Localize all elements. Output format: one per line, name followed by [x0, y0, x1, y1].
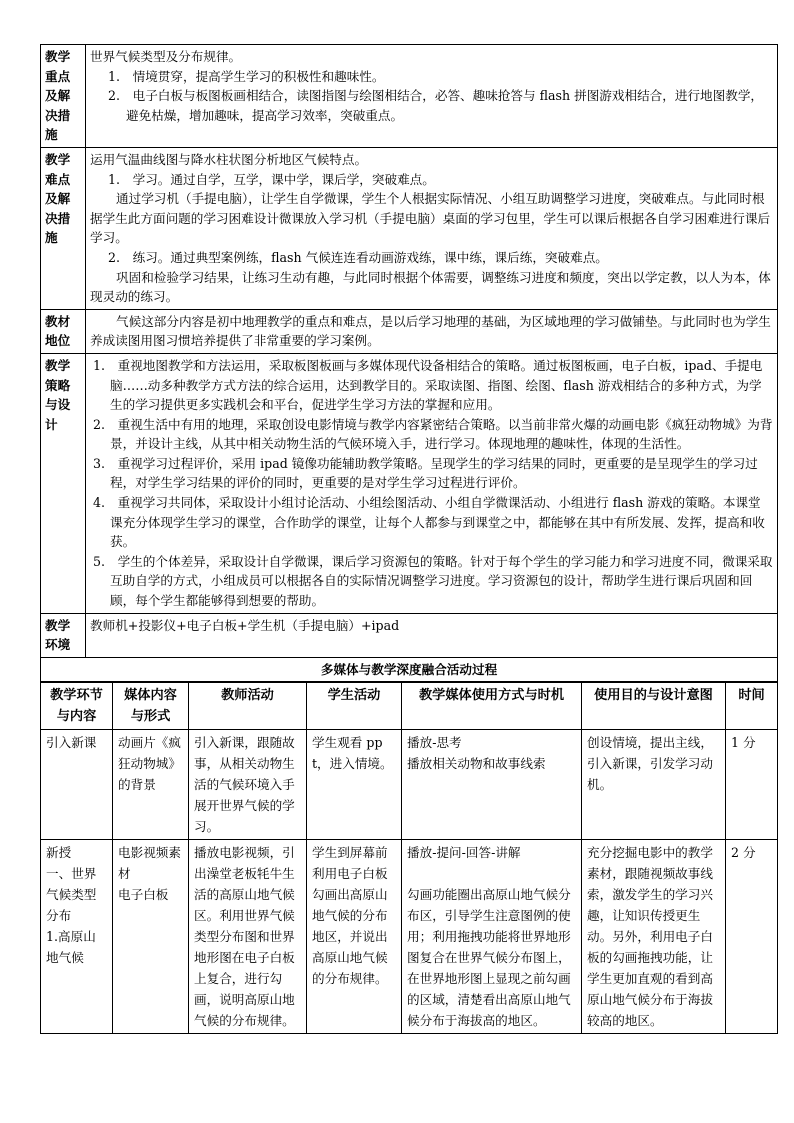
row-content [86, 45, 778, 148]
row-strategy [41, 353, 778, 613]
cell-media: 电影视频素材 电子白板 [113, 840, 189, 1034]
cell-teacher: 引入新课，跟随故事，从相关动物生活的气候环境入手展开世界气候的学习。 [189, 730, 307, 840]
column-header: 时间 [726, 683, 778, 730]
column-header: 教学环节与内容 [41, 683, 113, 730]
lesson-plan [40, 44, 777, 1034]
row-key-points [41, 45, 778, 148]
cell-purpose: 充分挖掘电影中的教学素材，跟随视频故事线索，激发学生的学习兴趣，让知识传授更生动。另外，利用电子白板的勾画拖拽功能，让学生更加直观的看到高原山地气候分布于海拔较高的地区。 [582, 840, 726, 1034]
row-label: 教学难点及解决措施 [41, 147, 86, 309]
cell-media: 动画片《疯狂动物城》的背景 [113, 730, 189, 840]
cell-teacher: 播放电影视频，引出澡堂老板牦牛生活的高原山地气候区。利用世界气候类型分布图和世界地形图在电子白板上复合，进行勾画，说明高原山地气候的分布规律。 [189, 840, 307, 1034]
lead-text: 运用气温曲线图与降水柱状图分析地区气候特点。 [90, 151, 368, 167]
cell-stage: 新授 一、世界气候类型分布 1.高原山地气候 [41, 840, 113, 1034]
paragraph: 通过学习机（手提电脑），让学生自学微课，学生个人根据实际情况、小组互助调整学习进度，突破难点。与此同时根据学生此方面问题的学习困难设计微课放入学习机（手提电脑）桌面的学习包里，学生可以课后根据各自学习困难进行课后学习。 [90, 191, 771, 246]
list-item: 1. 学习。通过自学，互学，课中学，课后学，突破难点。 [108, 171, 435, 187]
row-content [86, 147, 778, 309]
paragraph: 教师机+投影仪+电子白板+学生机（手提电脑）+ipad [90, 617, 400, 633]
lead-text: 世界气候类型及分布规律。 [90, 49, 242, 64]
list-item: 5. 学生的个体差异，采取设计自学微课，课后学习资源包的策略。针对于每个学生的学习能力和学习进度不同，微课采取互助自学的方式，小组成员可以根据各自的实际情况调整学习进度。学习资源包的设计，帮助学生进行课后巩固和回顾，每个学生都能够得到想要的帮助。 [93, 553, 773, 609]
section-header-row [41, 657, 778, 682]
cell-usage: 播放-提问-回答-讲解 勾画功能圈出高原山地气候分布区，引导学生注意图例的使用；利用拖拽功能将世界地形图复合在世界气候分布图上，在世界地形图上显现之前勾画的区域，清楚看出高原山地气候分布于海拔高的地区。 [402, 840, 582, 1034]
lesson-info-table [40, 44, 778, 682]
row-content [86, 613, 778, 657]
row-difficulties [41, 147, 778, 309]
row-label: 教学策略与设计 [41, 353, 86, 613]
paragraph: 气候这部分内容是初中地理教学的重点和难点，是以后学习地理的基础，为区域地理的学习做铺垫。与此同时也为学生养成读图用图习惯培养提供了非常重要的学习案例。 [90, 313, 771, 349]
cell-student: 学生观看 ppt，进入情境。 [307, 730, 402, 840]
list-item: 3. 重视学习过程评价，采用 ipad 镜像功能辅助教学策略。呈现学生的学习结果的同时，更重要的是呈现学生的学习过程，对学生学习结果的评价的同时，更重要的是对学生学习过程进行评价。 [93, 455, 758, 491]
row-label: 教学重点及解决措施 [41, 45, 86, 148]
row-environment [41, 613, 778, 657]
paragraph: 巩固和检验学习结果，让练习生动有趣，与此同时根据个体需要，调整练习进度和频度，突出以学定教，以人为本，体现灵动的练习。 [90, 269, 771, 305]
table-row [41, 840, 778, 1034]
cell-student: 学生到屏幕前利用电子白板勾画出高原山地气候的分布地区，并说出高原山地气候的分布规律。 [307, 840, 402, 1034]
list-item: 2. 重视生活中有用的地理，采取创设电影情境与教学内容紧密结合策略。以当前非常火爆的动画电影《疯狂动物城》为背景，并设计主线，从其中相关动物生活的气候环境入手，进行学习。体现地理的趣味性，体现的生活性。 [93, 416, 773, 452]
section-title: 多媒体与教学深度融合活动过程 [41, 657, 778, 682]
list-item: 4. 重视学习共同体，采取设计小组讨论活动、小组绘图活动、小组自学微课活动、小组进行 flash 游戏的策略。本课堂课充分体现学生学习的课堂，合作助学的课堂，让每个人都参与到课堂之中，都能够在其中有所发展、发挥，提高和收获。 [93, 495, 765, 550]
list-item: 1. 重视地图教学和方法运用，采取板图板画与多媒体现代设备相结合的策略。通过板图板画，电子白板，ipad、手提电脑……动多种教学方式方法的综合运用，达到教学目的。采取读图、指图、绘图、flash 游戏相结合的多种方式，为学生的学习提供更多实践机会和平台，促进学生学习方法的掌握和应用。 [93, 357, 763, 413]
cell-stage: 引入新课 [41, 730, 113, 840]
activity-table [40, 682, 778, 1034]
column-header: 学生活动 [307, 683, 402, 730]
cell-time: 2 分 [726, 840, 778, 1034]
column-header: 教师活动 [189, 683, 307, 730]
row-textbook-position [41, 309, 778, 353]
cell-time: 1 分 [726, 730, 778, 840]
list-item: 2. 练习。通过典型案例练，flash 气候连连看动画游戏练，课中练，课后练，突破难点。 [108, 249, 608, 265]
list-item: 2. 电子白板与板图板画相结合，读图指图与绘图相结合，必答、趣味抢答与 flash 拼图游戏相结合，进行地图教学，避免枯燥，增加趣味，提高学习效率，突破重点。 [108, 88, 764, 123]
cell-purpose: 创设情境，提出主线，引入新课，引发学习动机。 [582, 730, 726, 840]
row-label: 教学环境 [41, 613, 86, 657]
list-item: 1. 情境贯穿，提高学生学习的积极性和趣味性。 [108, 68, 385, 84]
row-content [86, 309, 778, 353]
row-content [86, 353, 778, 613]
row-label: 教材地位 [41, 309, 86, 353]
cell-usage: 播放-思考 播放相关动物和故事线索 [402, 730, 582, 840]
column-header: 使用目的与设计意图 [582, 683, 726, 730]
table-row [41, 730, 778, 840]
column-header: 媒体内容与形式 [113, 683, 189, 730]
column-header: 教学媒体使用方式与时机 [402, 683, 582, 730]
table-header-row [41, 683, 778, 730]
